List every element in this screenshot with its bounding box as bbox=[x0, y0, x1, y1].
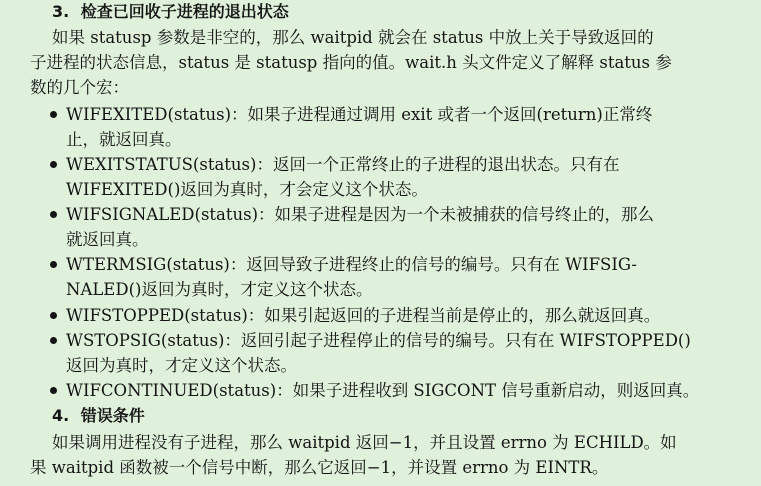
macro-wexitstatus-line-1: WEXITSTATUS(status)：返回一个正常终止的子进程的退出状态。只有在 bbox=[66, 155, 620, 174]
bullet-icon bbox=[50, 261, 57, 268]
bullet-icon bbox=[50, 312, 57, 319]
macro-wstopsig-line-1: WSTOPSIG(status)：返回引起子进程停止的信号的编号。只有在 WIFSTOPPED() bbox=[66, 331, 691, 350]
section-4-number: 4. bbox=[52, 406, 70, 425]
macro-wstopsig-line-2: 返回为真时，才定义这个状态。 bbox=[66, 356, 297, 375]
section-4-heading bbox=[52, 405, 145, 427]
bullet-icon bbox=[50, 161, 57, 168]
macro-wifcontinued-line-1: WIFCONTINUED(status)：如果子进程收到 SIGCONT 信号重新启动，则返回真。 bbox=[66, 381, 700, 400]
bullet-icon bbox=[50, 387, 57, 394]
error-line-1: 如果调用进程没有子进程，那么 waitpid 返回−1，并且设置 errno 为 ECHILD。如 bbox=[52, 433, 677, 452]
intro-line-1: 如果 statusp 参数是非空的，那么 waitpid 就会在 status 中放上关于导致返回的 bbox=[52, 28, 654, 47]
intro-line-3: 数的几个宏： bbox=[30, 78, 129, 97]
macro-wifexited-line-2: 止，就返回真。 bbox=[66, 130, 182, 149]
macro-wtermsig-line-2: NALED()返回为真时，才定义这个状态。 bbox=[66, 280, 373, 299]
macro-wifsignaled-line-2: 就返回真。 bbox=[66, 230, 149, 249]
macro-wifsignaled-line-1: WIFSIGNALED(status)：如果子进程是因为一个未被捕获的信号终止的，那么 bbox=[66, 205, 655, 224]
macro-wtermsig-line-1: WTERMSIG(status)：返回导致子进程终止的信号的编号。只有在 WIFSIG- bbox=[66, 255, 637, 274]
bullet-icon bbox=[50, 211, 57, 218]
error-line-2: 果 waitpid 函数被一个信号中断，那么它返回−1，并设置 errno 为 EINTR。 bbox=[30, 458, 609, 477]
intro-line-2: 子进程的状态信息，status 是 statusp 指向的值。wait.h 头文件定义了解释 status 参 bbox=[30, 53, 672, 72]
section-3-number: 3. bbox=[52, 2, 70, 21]
macro-wifexited-line-1: WIFEXITED(status)：如果子进程通过调用 exit 或者一个返回(return)正常终 bbox=[66, 105, 653, 124]
bullet-icon bbox=[50, 337, 57, 344]
section-3-heading bbox=[52, 1, 289, 23]
macro-wexitstatus-line-2: WIFEXITED()返回为真时，才会定义这个状态。 bbox=[66, 180, 428, 199]
section-3-title: 检查已回收子进程的退出状态 bbox=[80, 2, 289, 21]
macro-wifstopped-line-1: WIFSTOPPED(status)：如果引起返回的子进程当前是停止的，那么就返回真。 bbox=[66, 306, 661, 325]
section-4-title: 错误条件 bbox=[80, 406, 145, 425]
bullet-icon bbox=[50, 111, 57, 118]
